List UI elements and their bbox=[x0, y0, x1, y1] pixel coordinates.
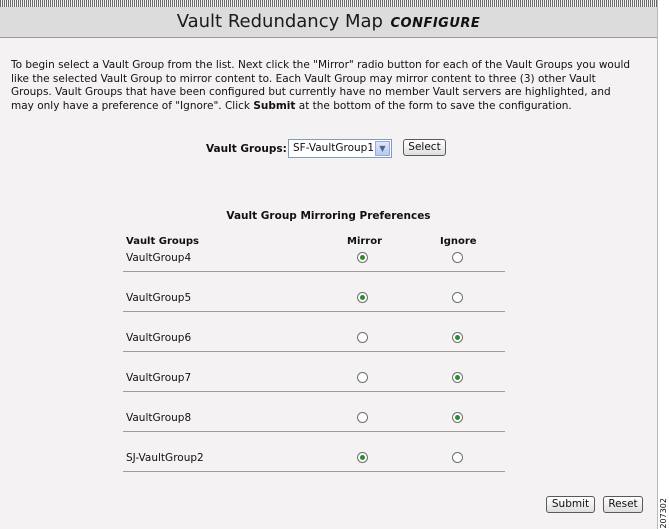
column-header-ignore: Ignore bbox=[440, 236, 477, 247]
page-title: Vault Redundancy Map bbox=[176, 11, 383, 32]
column-header-vault-groups: Vault Groups bbox=[126, 236, 199, 247]
row-label-sj-vaultgroup2: SJ-VaultGroup2 bbox=[126, 452, 204, 464]
vault-groups-label: Vault Groups: bbox=[206, 143, 287, 155]
top-dotted-bar bbox=[0, 0, 657, 7]
row-label-vaultgroup7: VaultGroup7 bbox=[126, 372, 192, 384]
instructions-part1: To begin select a Vault Group from the list. Next click the "Mirror" radio button for each of the Vault Groups you would like the selected Vault Group to mirror content to. Each Vault Group may mirror content to three (3) other Vault Groups. Vault Groups that have been configured but currently have no member Vault servers are highlighted, and may only have a preference of "Ignore". Click bbox=[11, 59, 631, 112]
instructions-part2: at the bottom of the form to save the configuration. bbox=[295, 99, 572, 112]
select-button[interactable]: Select bbox=[403, 139, 446, 156]
vault-group-select[interactable] bbox=[288, 139, 392, 158]
page-header bbox=[0, 7, 657, 38]
mirroring-preferences-title: Vault Group Mirroring Preferences bbox=[226, 210, 431, 222]
submit-button[interactable]: Submit bbox=[546, 496, 595, 513]
figure-id: 207302 bbox=[659, 498, 668, 529]
mirror-radio-vaultgroup6[interactable] bbox=[357, 332, 368, 343]
mirror-radio-sj-vaultgroup2[interactable] bbox=[357, 452, 368, 463]
ignore-radio-vaultgroup4[interactable] bbox=[452, 252, 463, 263]
row-label-vaultgroup5: VaultGroup5 bbox=[126, 292, 192, 304]
mirror-radio-vaultgroup8[interactable] bbox=[357, 412, 368, 423]
ignore-radio-vaultgroup7[interactable] bbox=[452, 372, 463, 383]
ignore-radio-vaultgroup5[interactable] bbox=[452, 292, 463, 303]
row-divider bbox=[123, 271, 505, 272]
row-divider bbox=[123, 471, 505, 472]
instructions-text bbox=[11, 59, 636, 113]
row-label-vaultgroup6: VaultGroup6 bbox=[126, 332, 192, 344]
ignore-radio-vaultgroup6[interactable] bbox=[452, 332, 463, 343]
ignore-radio-sj-vaultgroup2[interactable] bbox=[452, 452, 463, 463]
row-label-vaultgroup4: VaultGroup4 bbox=[126, 252, 192, 264]
column-header-mirror: Mirror bbox=[347, 236, 383, 247]
instructions-submit-bold: Submit bbox=[253, 99, 296, 112]
chevron-down-icon[interactable]: ▼ bbox=[375, 141, 390, 156]
row-label-vaultgroup8: VaultGroup8 bbox=[126, 412, 192, 424]
mirror-radio-vaultgroup4[interactable] bbox=[357, 252, 368, 263]
vault-group-select-value: SF-VaultGroup1 bbox=[293, 142, 375, 154]
reset-button[interactable]: Reset bbox=[603, 496, 643, 513]
row-divider bbox=[123, 431, 505, 432]
mirror-radio-vaultgroup5[interactable] bbox=[357, 292, 368, 303]
mirror-radio-vaultgroup7[interactable] bbox=[357, 372, 368, 383]
page-subtitle: CONFIGURE bbox=[390, 16, 481, 31]
row-divider bbox=[123, 391, 505, 392]
row-divider bbox=[123, 311, 505, 312]
ignore-radio-vaultgroup8[interactable] bbox=[452, 412, 463, 423]
row-divider bbox=[123, 351, 505, 352]
